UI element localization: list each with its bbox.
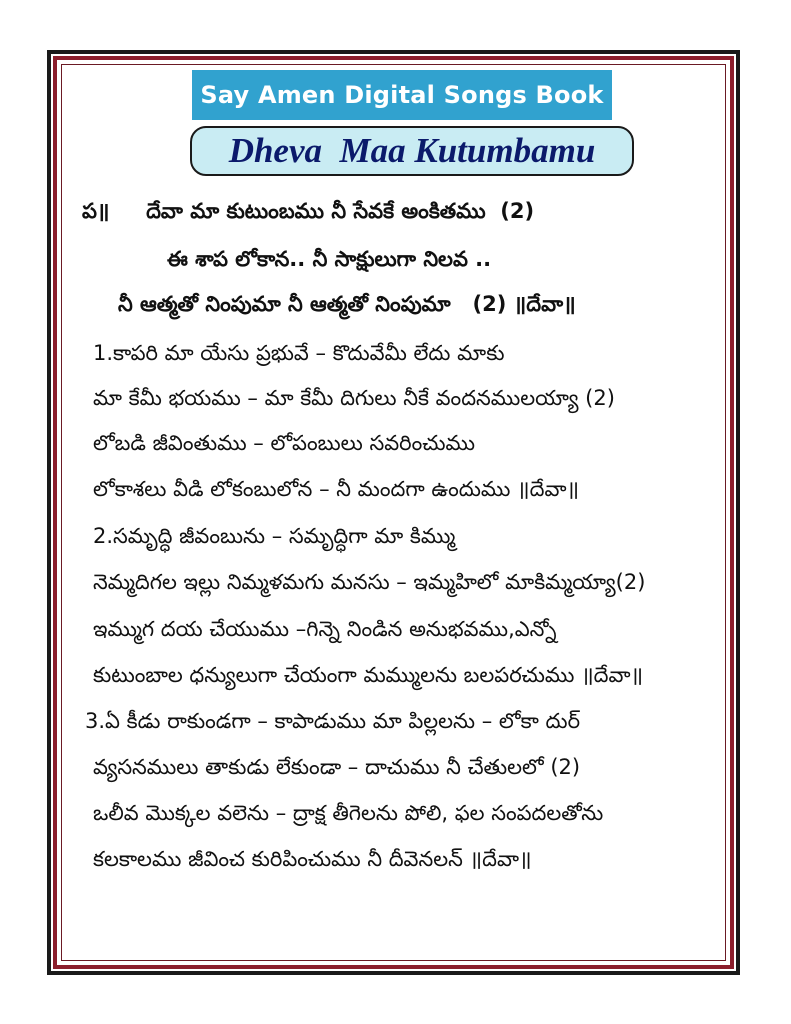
- verse-line: కలకాలము జీవించ కురిపించుము నీ దీవెనలన్ ॥దేవా॥: [93, 847, 532, 871]
- verse-line: 1.కాపరి మా యేసు ప్రభువే – కొదువేమీ లేదు మాకు: [93, 341, 505, 365]
- chorus-line-2: ఈ శాప లోకాన.. నీ సాక్షులుగా నిలవ ..: [167, 247, 492, 271]
- verse-line: 3.ఏ కీడు రాకుండగా – కాపాడుము మా పిల్లలను – లోకా దుర్: [85, 709, 581, 733]
- verse-line: వ్యసనములు తాకుడు లేకుండా – దాచుము నీ చేతులలో (2): [93, 755, 581, 779]
- verse-line: ఒలీవ మొక్కల వలెను – ద్రాక్ష తీగెలను పోలి, ఫల సంపదలతోను: [93, 801, 604, 825]
- verse-line: లోకాశలు వీడి లోకంబులోన – నీ మందగా ఉందుము ॥దేవా॥: [93, 477, 580, 501]
- song-title: Dheva Maa Kutumbamu: [190, 126, 634, 176]
- verse-line: కుటుంబాల ధన్యులుగా చేయంగా మమ్ములను బలపరచుము ॥దేవా॥: [93, 663, 644, 687]
- verse-line: నెమ్మదిగల ఇల్లు నిమ్మళమగు మనసు – ఇమ్మహిలో మాకిమ్మయ్యా(2): [93, 570, 646, 594]
- verse-line: లోబడి జీవింతుము – లోపంబులు సవరించుము: [93, 431, 475, 455]
- chorus-line-3: నీ ఆత్మతో నింపుమా నీ ఆత్మతో నింపుమా (2) ॥దేవా॥: [118, 292, 576, 316]
- book-banner: Say Amen Digital Songs Book: [192, 70, 612, 120]
- verse-line: మా కేమీ భయము – మా కేమీ దిగులు నీకే వందనములయ్యా (2): [93, 386, 615, 410]
- verse-line: 2.సమృద్ధి జీవంబును – సమృద్ధిగా మా కిమ్ము: [93, 524, 456, 548]
- chorus-line-1: ప॥ దేవా మా కుటుంబము నీ సేవకే అంకితము (2): [82, 199, 535, 223]
- verse-line: ఇమ్ముగ దయ చేయుము –గిన్నె నిండిన అనుభవము,ఎన్నో: [93, 617, 557, 641]
